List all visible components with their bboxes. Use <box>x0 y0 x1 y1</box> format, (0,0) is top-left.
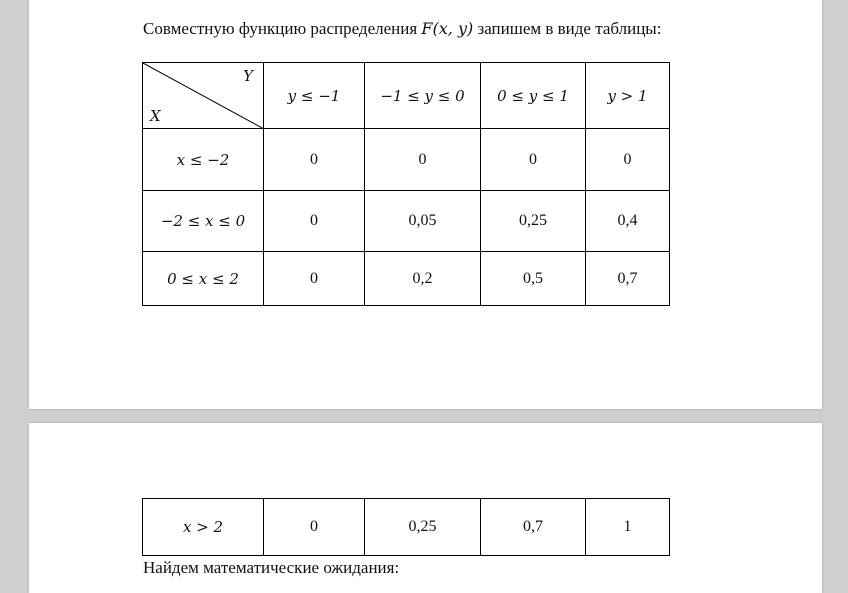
table-cell: 0,5 <box>481 252 586 306</box>
table-cell: 0,7 <box>481 499 586 556</box>
table-cell: 1 <box>586 499 670 556</box>
table-cell: 0 <box>264 129 365 191</box>
column-header: −1 ≤ y ≤ 0 <box>365 63 481 129</box>
intro-suffix: запишем в виде таблицы: <box>473 19 662 38</box>
document-page-2 <box>29 423 822 593</box>
corner-cell <box>143 63 264 129</box>
table-cell: 0 <box>365 129 481 191</box>
table-row <box>143 129 670 191</box>
column-header: 0 ≤ y ≤ 1 <box>481 63 586 129</box>
intro-prefix: Совместную функцию распределения <box>143 19 422 38</box>
table-cell: 0,05 <box>365 191 481 252</box>
table-cell: 0,7 <box>586 252 670 306</box>
table-cell: 0 <box>264 191 365 252</box>
distribution-table-continued <box>142 498 670 556</box>
table-cell: 0 <box>264 252 365 306</box>
table-cell: 0,25 <box>481 191 586 252</box>
table-row <box>143 499 670 556</box>
column-header: y > 1 <box>586 63 670 129</box>
table-cell: 0 <box>481 129 586 191</box>
intro-formula: F(x, y) <box>421 19 474 38</box>
header-row <box>143 63 670 129</box>
row-label: x ≤ −2 <box>143 129 264 191</box>
row-label: 0 ≤ x ≤ 2 <box>143 252 264 306</box>
row-label: x > 2 <box>143 499 264 556</box>
document-page-1 <box>29 0 822 409</box>
column-header: y ≤ −1 <box>264 63 365 129</box>
corner-x-label: X <box>150 107 161 125</box>
table-row <box>143 191 670 252</box>
closing-paragraph: Найдем математические ожидания: <box>143 558 400 577</box>
distribution-table <box>142 62 670 306</box>
table-cell: 0 <box>586 129 670 191</box>
table-cell: 0,4 <box>586 191 670 252</box>
table-row <box>143 252 670 306</box>
table-cell: 0,25 <box>365 499 481 556</box>
corner-y-label: Y <box>243 67 253 85</box>
table-cell: 0 <box>264 499 365 556</box>
intro-paragraph <box>143 19 661 39</box>
table-cell: 0,2 <box>365 252 481 306</box>
row-label: −2 ≤ x ≤ 0 <box>143 191 264 252</box>
